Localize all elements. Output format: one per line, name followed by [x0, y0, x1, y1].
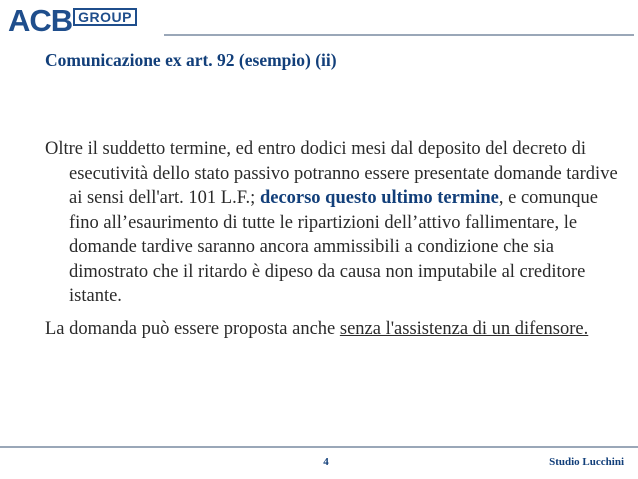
logo-acb-text: ACB: [8, 3, 73, 38]
paragraph-1-emphasis: decorso questo ultimo termine: [259, 188, 499, 208]
paragraph-1-text-a: Oltre il suddetto termine, ed entro dodici mesi dal deposito del decreto di esecutività dello stato passivo potranno essere presentate domande tardive ai sensi dell'art. 101 L.F.;: [45, 139, 618, 208]
footer-divider: [0, 446, 638, 448]
slide-title: Comunicazione ex art. 92 (esempio) (ii): [45, 50, 337, 70]
acb-group-logo: [8, 3, 137, 38]
footer-studio-label: Studio Lucchini: [549, 456, 624, 468]
paragraph-1-text-b: , e comunque fino all’esaurimento di tutte le ripartizioni dell’attivo fallimentare, le domande tardive saranno ancora ammissibili a condizione che sia dimostrato che il ritardo è dipeso da causa non imputabile al creditore istante.: [69, 188, 599, 306]
page-number: 4: [323, 456, 329, 468]
paragraph-late-claims: [45, 137, 629, 309]
paragraph-no-lawyer: [45, 317, 629, 342]
logo-group-text: GROUP: [73, 8, 137, 26]
paragraph-2-underlined-link[interactable]: senza l'assistenza di un difensore.: [339, 319, 589, 339]
paragraph-2-text: La domanda può essere proposta anche: [45, 319, 340, 339]
header-divider: [164, 34, 634, 36]
